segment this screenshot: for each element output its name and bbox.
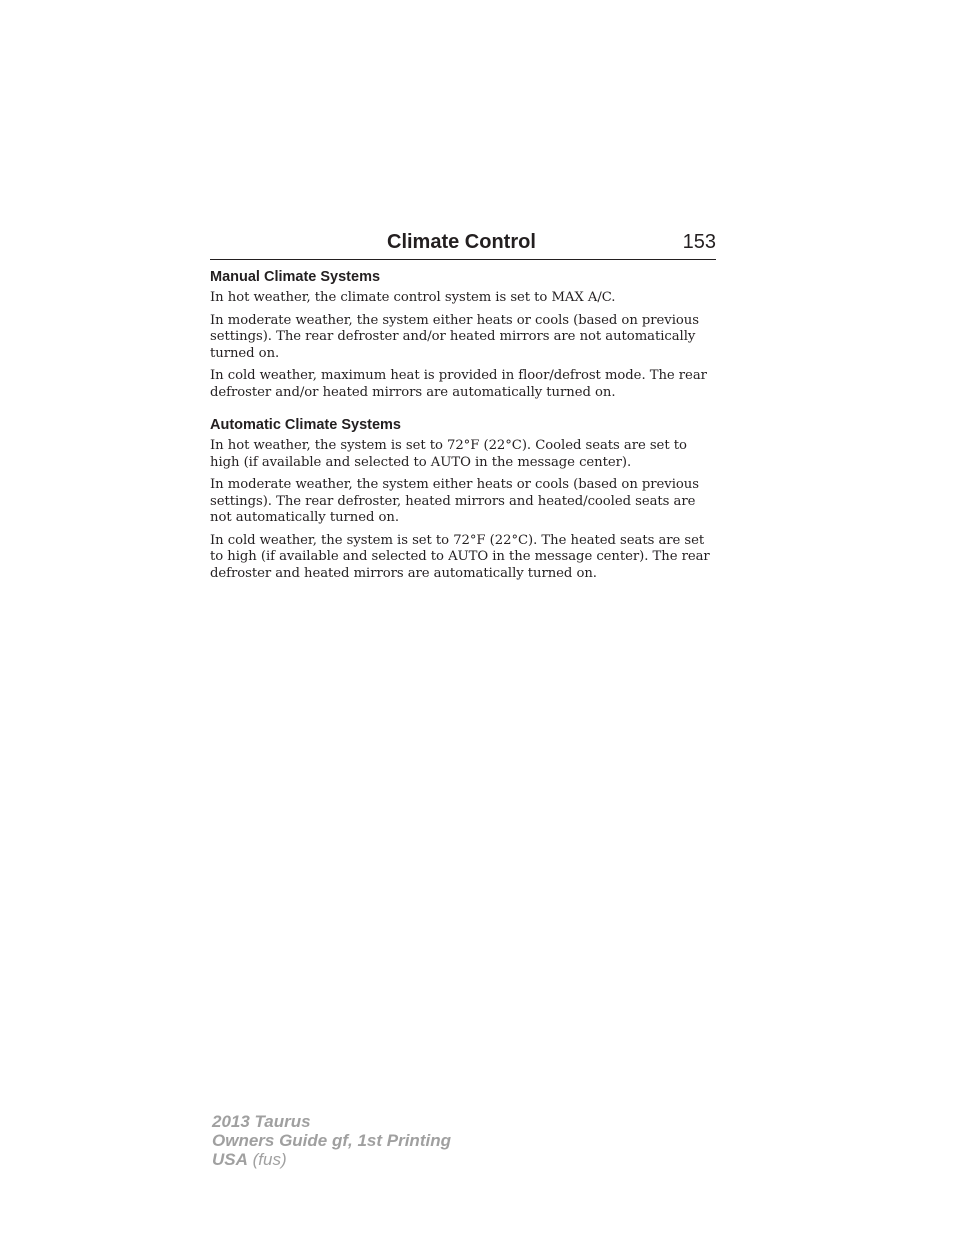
section-heading: Automatic Climate Systems <box>210 417 401 433</box>
footer-region-code: USA <box>212 1150 248 1169</box>
footer-model: 2013 Taurus <box>212 1112 311 1131</box>
paragraph: In moderate weather, the system either heats or cools (based on previous settings). The rear defroster and/or heated mirrors are not automatically turned on. <box>210 312 699 361</box>
section-heading: Manual Climate Systems <box>210 269 381 285</box>
footer-region-suffix: (fus) <box>252 1150 287 1169</box>
paragraph: In hot weather, the system is set to 72°F (22°C). Cooled seats are set to high (if available and selected to AUTO in the message center). <box>210 438 687 470</box>
footer-region <box>212 1150 451 1169</box>
footer-guide-edition: Owners Guide gf, 1st Printing <box>212 1131 451 1150</box>
page-number: 153 <box>682 231 716 253</box>
page-footer <box>212 1112 451 1169</box>
paragraph: In cold weather, the system is set to 72°F (22°C). The heated seats are set to high (if available and selected to AUTO in the message center). The rear defroster and heated mirrors are automatically turned on. <box>210 532 710 581</box>
page-body <box>210 267 720 588</box>
section-spacer <box>210 407 720 415</box>
page-header <box>210 229 716 260</box>
section-manual-climate <box>210 267 720 401</box>
chapter-title: Climate Control <box>387 231 536 253</box>
paragraph: In hot weather, the climate control system is set to MAX A/C. <box>210 290 616 305</box>
paragraph: In moderate weather, the system either heats or cools (based on previous settings). The rear defroster, heated mirrors and heated/cooled seats are not automatically turned on. <box>210 477 699 525</box>
section-automatic-climate <box>210 415 720 582</box>
paragraph: In cold weather, maximum heat is provided in floor/defrost mode. The rear defroster and/or heated mirrors are automatically turned on. <box>210 368 707 400</box>
